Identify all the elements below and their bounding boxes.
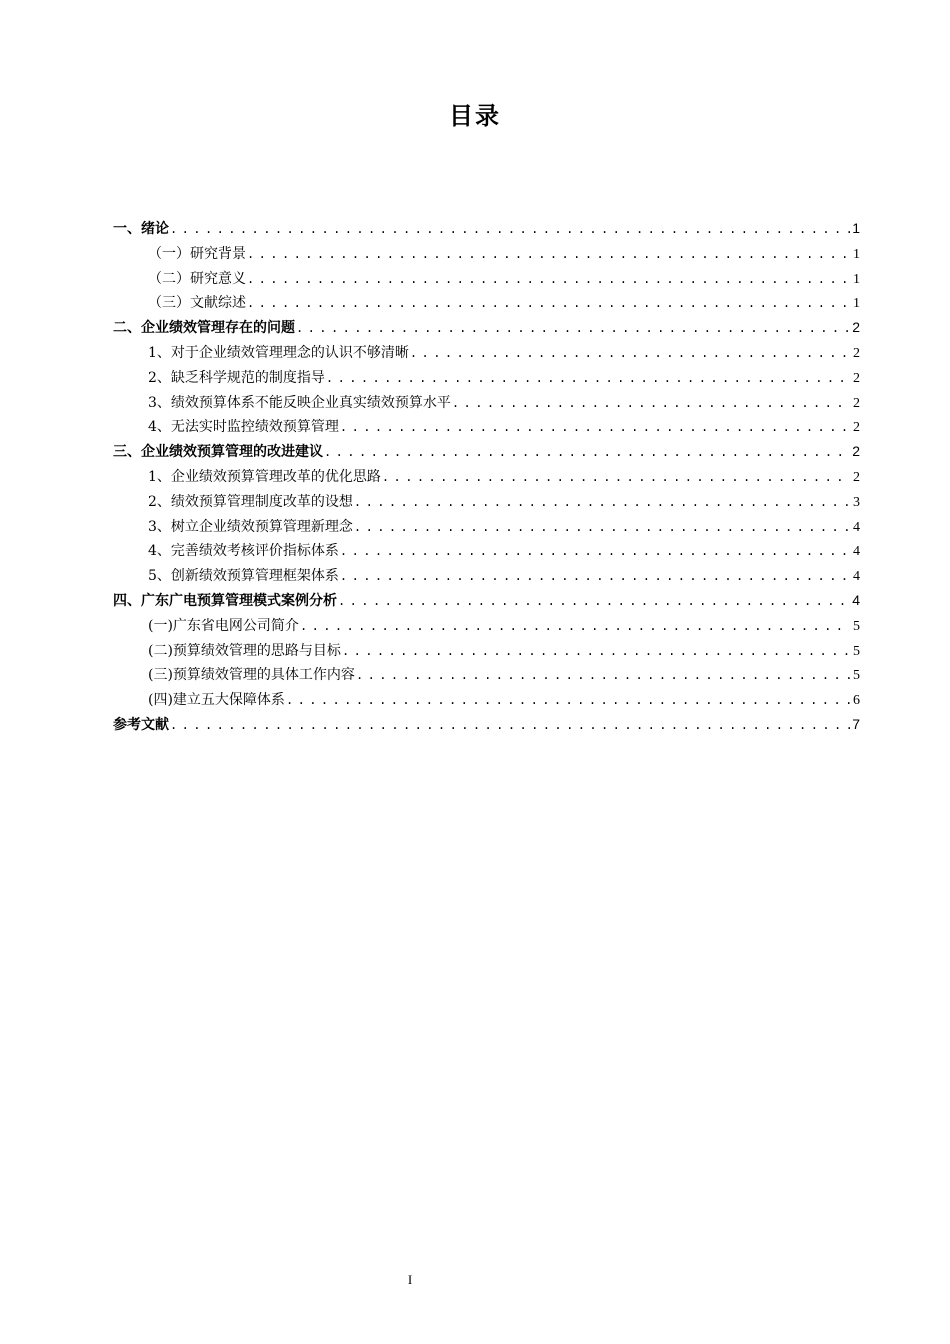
toc-entry-title: 参考文献 [113, 716, 169, 733]
toc-subsection-entry[interactable] [113, 392, 860, 417]
toc-leader-dots [340, 544, 850, 558]
toc-leader-dots [354, 495, 850, 509]
toc-subsection-entry[interactable] [113, 664, 860, 689]
toc-page-number: 1 [852, 220, 860, 236]
toc-leader-dots [410, 346, 850, 360]
toc-subsection-entry[interactable] [113, 367, 860, 392]
toc-page-number: 5 [853, 668, 860, 684]
toc-subsection-entry[interactable] [113, 516, 860, 541]
toc-leader-dots [342, 644, 850, 658]
toc-page-number: 2 [853, 345, 860, 361]
toc-page-number: 2 [853, 370, 860, 386]
toc-subsection-entry[interactable] [113, 689, 860, 714]
toc-page-number: 1 [853, 271, 860, 287]
toc-section-entry[interactable] [113, 590, 860, 615]
toc-subsection-entry[interactable] [113, 615, 860, 640]
toc-leader-dots [247, 272, 850, 286]
toc-entry-title: （二）研究意义 [148, 270, 246, 287]
toc-page-number: 4 [853, 519, 860, 535]
toc-subsection-entry[interactable] [113, 342, 860, 367]
toc-subsection-entry[interactable] [113, 466, 860, 491]
toc-page-number: 6 [853, 693, 860, 709]
toc-entry-title: 1、对于企业绩效管理理念的认识不够清晰 [148, 344, 409, 361]
toc-leader-dots [247, 247, 850, 261]
toc-page-number: 7 [852, 715, 860, 732]
toc-page-number: 4 [853, 569, 860, 585]
toc-entry-title: （一）研究背景 [148, 245, 246, 262]
toc-subsection-entry[interactable] [113, 292, 860, 317]
toc-entry-title: 二、企业绩效管理存在的问题 [113, 320, 295, 337]
toc-page-number: 5 [853, 643, 860, 659]
toc-leader-dots [170, 718, 850, 732]
toc-subsection-entry[interactable] [113, 540, 860, 565]
toc-entry-title: 2、绩效预算管理制度改革的设想 [148, 493, 353, 510]
toc-entry-title: (二)预算绩效管理的思路与目标 [148, 642, 341, 659]
toc-leader-dots [340, 420, 850, 434]
toc-leader-dots [338, 594, 850, 608]
toc-leader-dots [170, 222, 850, 236]
toc-page-number: 5 [853, 618, 860, 634]
toc-section-entry[interactable] [113, 317, 860, 342]
toc-leader-dots [452, 396, 850, 410]
toc-subsection-entry[interactable] [113, 640, 860, 665]
toc-leader-dots [356, 668, 850, 682]
toc-leader-dots [354, 520, 850, 534]
toc-leader-dots [300, 619, 850, 633]
toc-leader-dots [296, 321, 850, 335]
toc-leader-dots [326, 371, 850, 385]
toc-entry-title: 4、无法实时监控绩效预算管理 [148, 419, 339, 436]
toc-section-entry[interactable] [113, 218, 860, 243]
toc-page-number: 3 [853, 494, 860, 510]
toc-entry-title: 3、绩效预算体系不能反映企业真实绩效预算水平 [148, 394, 451, 411]
toc-entry-title: 1、企业绩效预算管理改革的优化思路 [148, 468, 381, 485]
toc-entry-title: 3、树立企业绩效预算管理新理念 [148, 518, 353, 535]
toc-entry-title: 四、广东广电预算管理模式案例分析 [113, 592, 337, 609]
page-title: 目录 [449, 102, 501, 130]
toc-entry-title: （三）文献综述 [148, 295, 246, 312]
toc-page-number: 1 [853, 296, 860, 312]
toc-subsection-entry[interactable] [113, 565, 860, 590]
table-of-contents [113, 218, 860, 739]
toc-entry-title: 5、创新绩效预算管理框架体系 [148, 568, 339, 585]
toc-page-number: 2 [852, 319, 860, 336]
toc-entry-title: 2、缺乏科学规范的制度指导 [148, 369, 325, 386]
toc-section-entry[interactable] [113, 441, 860, 466]
toc-entry-title: (三)预算绩效管理的具体工作内容 [148, 667, 355, 684]
toc-subsection-entry[interactable] [113, 416, 860, 441]
toc-page-number: 2 [852, 443, 860, 460]
toc-section-entry[interactable] [113, 714, 860, 739]
toc-leader-dots [340, 569, 850, 583]
toc-leader-dots [324, 445, 850, 459]
toc-page-number: 4 [852, 591, 860, 608]
toc-page-number: 2 [853, 420, 860, 436]
toc-subsection-entry[interactable] [113, 243, 860, 268]
toc-entry-title: 4、完善绩效考核评价指标体系 [148, 543, 339, 560]
toc-leader-dots [286, 693, 850, 707]
toc-entry-title: (一)广东省电网公司简介 [148, 617, 299, 634]
footer-page-number: I [407, 1272, 413, 1287]
toc-subsection-entry[interactable] [113, 491, 860, 516]
toc-page-number: 2 [853, 469, 860, 485]
toc-leader-dots [247, 296, 850, 310]
toc-entry-title: 三、企业绩效预算管理的改进建议 [113, 444, 323, 461]
toc-entry-title: (四)建立五大保障体系 [148, 692, 285, 709]
toc-page-number: 4 [853, 544, 860, 560]
toc-entry-title: 一、绪论 [113, 221, 169, 237]
toc-subsection-entry[interactable] [113, 268, 860, 293]
toc-leader-dots [382, 470, 850, 484]
toc-page-number: 2 [853, 395, 860, 411]
toc-page-number: 1 [853, 246, 860, 262]
